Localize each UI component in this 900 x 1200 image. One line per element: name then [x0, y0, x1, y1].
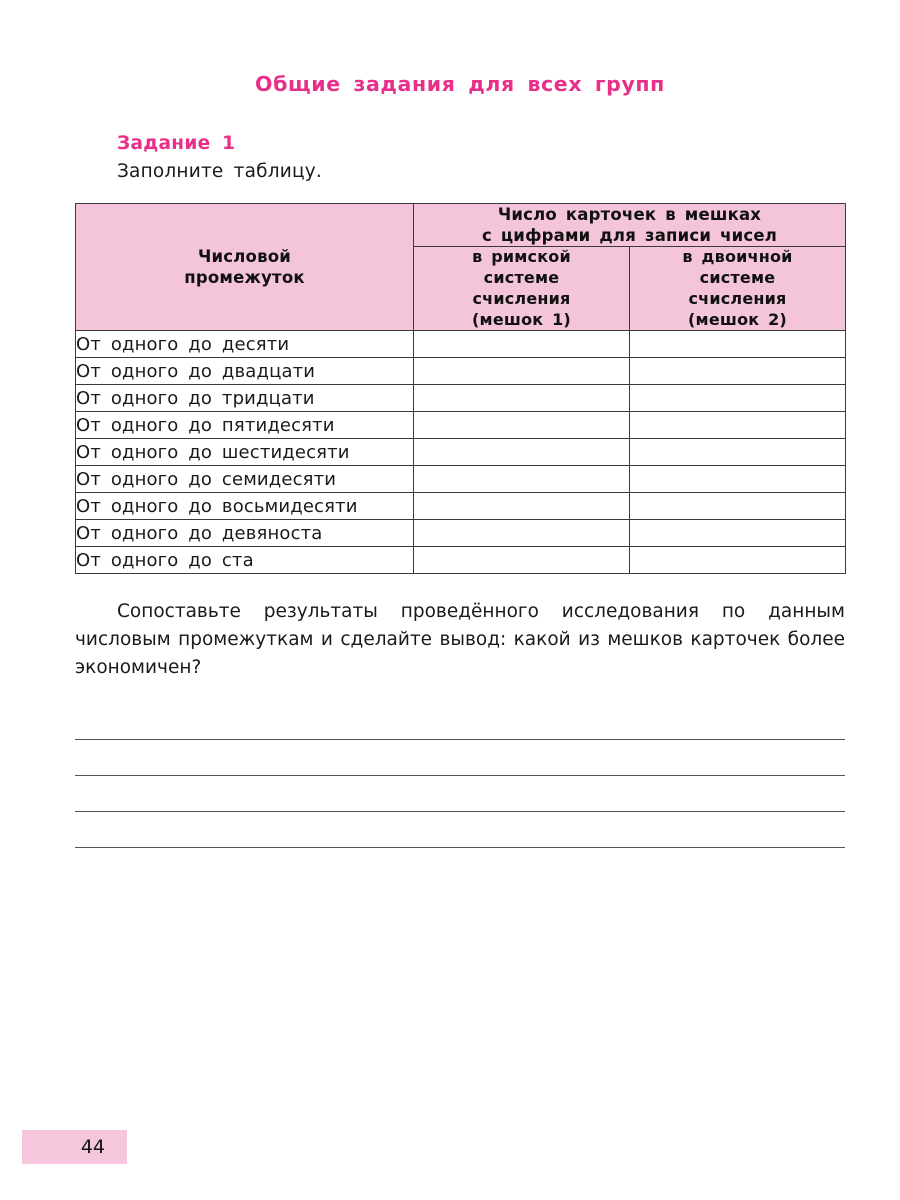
- column-header-roman-line4: (мешок 1): [472, 309, 571, 329]
- page-title: Общие задания для всех групп: [255, 72, 665, 96]
- table-row: [76, 493, 846, 520]
- table-row: [76, 358, 846, 385]
- cell-roman[interactable]: [414, 493, 630, 520]
- column-header-roman-line2: системе: [483, 268, 560, 288]
- cell-binary[interactable]: [630, 385, 846, 412]
- column-header-binary-line1: в двоичной: [682, 247, 793, 267]
- cell-binary[interactable]: [630, 439, 846, 466]
- cell-binary[interactable]: [630, 493, 846, 520]
- answer-line[interactable]: [75, 776, 845, 812]
- cell-binary[interactable]: [630, 466, 846, 493]
- answer-line[interactable]: [75, 740, 845, 776]
- row-label: От одного до ста: [76, 547, 414, 574]
- cell-roman[interactable]: [414, 520, 630, 547]
- row-label: От одного до восьмидесяти: [76, 493, 414, 520]
- closing-paragraph-text: Сопоставьте результаты проведённого исследования по данным числовым промежуткам и сделайте вывод: какой из мешков карточек более экономичен?: [75, 601, 845, 678]
- cell-binary[interactable]: [630, 412, 846, 439]
- row-label: От одного до шестидесяти: [76, 439, 414, 466]
- answer-line[interactable]: [75, 704, 845, 740]
- column-header-binary-line4: (мешок 2): [688, 309, 787, 329]
- row-label: От одного до двадцати: [76, 358, 414, 385]
- column-header-range-line2: промежуток: [184, 268, 305, 288]
- table-row: [76, 439, 846, 466]
- column-header-binary-line3: счисления: [688, 288, 787, 308]
- column-header-range: [76, 204, 414, 331]
- row-label: От одного до семидесяти: [76, 466, 414, 493]
- table-row: [76, 385, 846, 412]
- closing-paragraph: [75, 598, 845, 681]
- table-row: [76, 547, 846, 574]
- cell-roman[interactable]: [414, 331, 630, 358]
- table-row: [76, 412, 846, 439]
- row-label: От одного до девяноста: [76, 520, 414, 547]
- cell-roman[interactable]: [414, 439, 630, 466]
- cell-roman[interactable]: [414, 466, 630, 493]
- column-header-binary-line2: системе: [699, 268, 776, 288]
- cell-binary[interactable]: [630, 331, 846, 358]
- table-header-row-1: [76, 204, 846, 247]
- answer-lines: [75, 704, 845, 848]
- task-instruction: Заполните таблицу.: [117, 161, 322, 182]
- table-row: [76, 466, 846, 493]
- table-row: [76, 520, 846, 547]
- answer-line[interactable]: [75, 812, 845, 848]
- column-header-roman-line3: счисления: [472, 288, 571, 308]
- column-header-group: [414, 204, 846, 247]
- row-label: От одного до тридцати: [76, 385, 414, 412]
- column-header-group-line2: с цифрами для записи чисел: [481, 226, 778, 246]
- number-range-table: [75, 203, 846, 574]
- column-header-group-line1: Число карточек в мешках: [497, 205, 762, 224]
- cell-roman[interactable]: [414, 547, 630, 574]
- cell-binary[interactable]: [630, 520, 846, 547]
- cell-binary[interactable]: [630, 358, 846, 385]
- cell-roman[interactable]: [414, 358, 630, 385]
- table-row: [76, 331, 846, 358]
- cell-binary[interactable]: [630, 547, 846, 574]
- task-heading: Задание 1: [117, 133, 236, 154]
- row-label: От одного до десяти: [76, 331, 414, 358]
- page-number-tab: [22, 1130, 127, 1164]
- cell-roman[interactable]: [414, 412, 630, 439]
- page-content: [75, 0, 845, 848]
- column-header-binary: [630, 247, 846, 331]
- cell-roman[interactable]: [414, 385, 630, 412]
- column-header-roman: [414, 247, 630, 331]
- page-number: 44: [80, 1136, 105, 1158]
- row-label: От одного до пятидесяти: [76, 412, 414, 439]
- column-header-roman-line1: в римской: [472, 247, 571, 267]
- column-header-range-line1: Числовой: [197, 247, 292, 267]
